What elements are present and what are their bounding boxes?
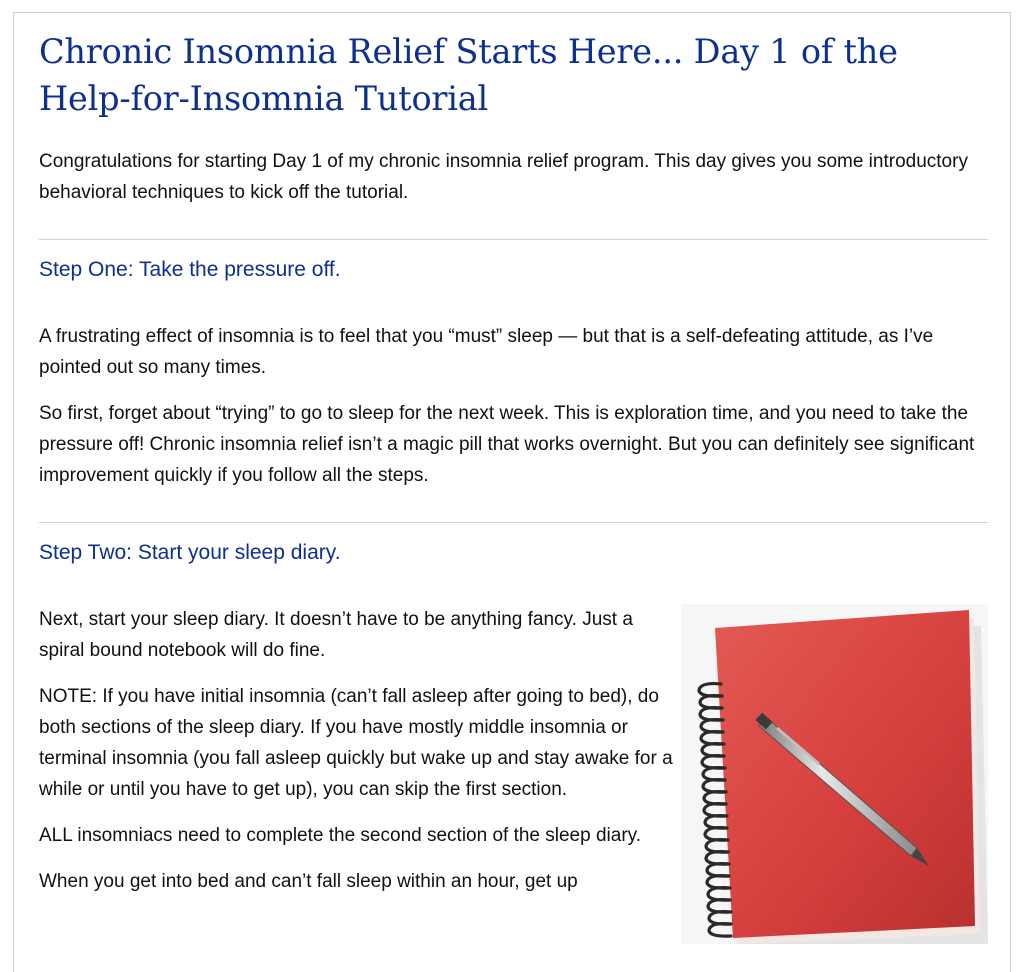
article-frame (13, 12, 1011, 972)
section-divider (39, 239, 988, 240)
notebook-image (681, 604, 988, 944)
step-one-paragraph: A frustrating effect of insomnia is to feel that you “must” sleep — but that is a self-defeating attitude, as I’ve pointed out so many times. (39, 326, 934, 378)
step-two-paragraph: When you get into bed and can’t fall sleep within an hour, get up (39, 871, 578, 892)
step-two-body (39, 604, 988, 897)
step-one-paragraph: So first, forget about “trying” to go to sleep for the next week. This is exploration time, and you need to take the pressure off! Chronic insomnia relief isn’t a magic pill that works overnight. But you can definitely see significant improvement quickly if you follow all the steps. (39, 403, 975, 486)
step-one-heading: Step One: Take the pressure off. (39, 258, 341, 281)
step-two-paragraph: ALL insomniacs need to complete the second section of the sleep diary. (39, 825, 642, 846)
section-divider (39, 522, 988, 523)
step-two-paragraph: NOTE: If you have initial insomnia (can’t fall asleep after going to bed), do both sections of the sleep diary. If you have mostly middle insomnia or terminal insomnia (you fall asleep quickly but wake up and stay awake for a while or until you have to get up), you can skip the first section. (39, 686, 673, 800)
article-title: Chronic Insomnia Relief Starts Here... Day 1 of the Help-for-Insomnia Tutorial (39, 32, 898, 118)
step-two-text (39, 604, 679, 897)
step-two-paragraph: Next, start your sleep diary. It doesn’t have to be anything fancy. Just a spiral bound notebook will do fine. (39, 609, 633, 661)
article-content (39, 28, 988, 897)
step-two-heading: Step Two: Start your sleep diary. (39, 541, 341, 564)
red-spiral-notebook-with-pen-icon (681, 604, 988, 944)
intro-paragraph: Congratulations for starting Day 1 of my chronic insomnia relief program. This day gives you some introductory behavioral techniques to kick off the tutorial. (39, 151, 968, 203)
